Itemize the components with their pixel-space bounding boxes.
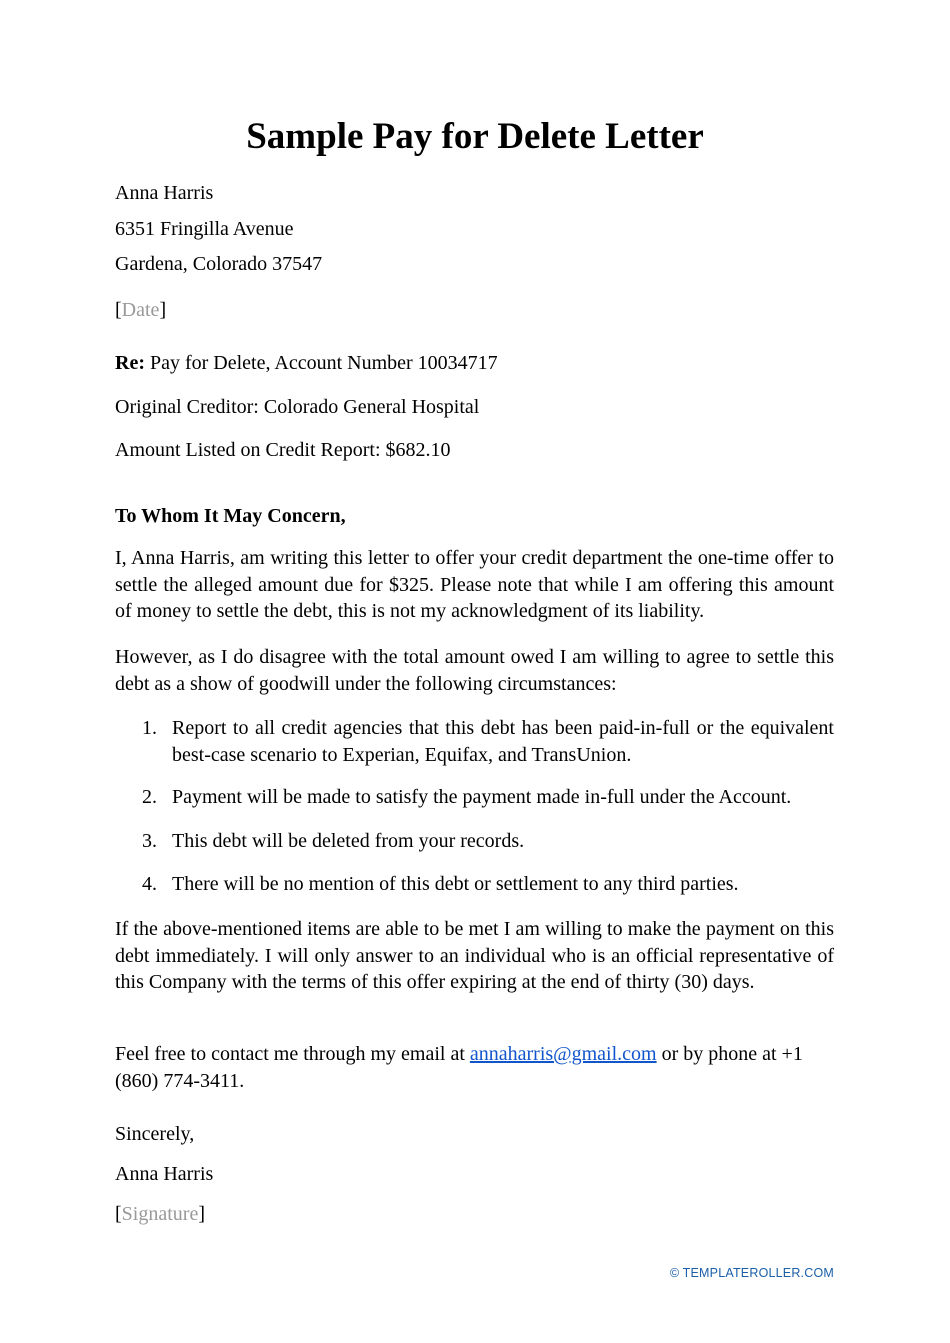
signature-bracket-open: [: [115, 1203, 122, 1225]
contact-text-before: Feel free to contact me through my email at: [115, 1043, 470, 1065]
signature-placeholder-text: Signature: [121, 1203, 199, 1225]
salutation: To Whom It May Concern,: [115, 505, 346, 527]
condition-3-number: 3.: [142, 830, 157, 852]
date-placeholder-text: Date: [121, 299, 160, 321]
signature-bracket-close: ]: [198, 1203, 205, 1225]
sender-street: 6351 Fringilla Avenue: [115, 218, 294, 240]
date-bracket-close: ]: [159, 299, 167, 321]
signer-name: Anna Harris: [115, 1163, 214, 1185]
sender-city-line: Gardena, Colorado 37547: [115, 253, 323, 275]
condition-3-text: This debt will be deleted from your records.: [172, 830, 525, 852]
paragraph-terms: If the above-mentioned items are able to be met I am willing to make the payment on this debt immediately. I will only answer to an individual who is an official representative of this Company with the terms of this offer expiring at the end of thirty (30) days.: [115, 918, 834, 993]
date-bracket-open: [: [115, 299, 122, 321]
closing: Sincerely,: [115, 1123, 195, 1145]
condition-4-number: 4.: [142, 873, 157, 895]
contact-text-after: or by phone at +1 (860) 774-3411.: [115, 1043, 803, 1092]
signature-placeholder: [115, 1201, 205, 1227]
condition-1-text: Report to all credit agencies that this debt has been paid-in-full or the equivalent best-case scenario to Experian, Equifax, and TransUnion.: [172, 717, 834, 766]
amount-listed: Amount Listed on Credit Report: $682.10: [115, 439, 451, 461]
footer-copyright[interactable]: © TEMPLATEROLLER.COM: [669, 1266, 834, 1280]
condition-1-number: 1.: [142, 717, 157, 739]
sender-name: Anna Harris: [115, 182, 214, 204]
paragraph-contact: [115, 1041, 834, 1094]
email-link[interactable]: annaharris@gmail.com: [469, 1043, 657, 1065]
paragraph-offer: I, Anna Harris, am writing this letter to offer your credit department the one-time offer to settle the alleged amount due for $325. Please note that while I am offering this amount of money to settle the debt, this is not my acknowledgment of its liability.: [115, 547, 834, 622]
original-creditor: Original Creditor: Colorado General Hospital: [115, 396, 480, 418]
paragraph-circumstances: However, as I do disagree with the total amount owed I am willing to agree to settle this debt as a show of goodwill under the following circumstances:: [115, 646, 834, 695]
re-label: Re:: [115, 352, 145, 374]
document-title: Sample Pay for Delete Letter: [246, 116, 704, 157]
condition-2-text: Payment will be made to satisfy the payment made in-full under the Account.: [172, 786, 792, 808]
condition-2-number: 2.: [142, 786, 157, 808]
condition-4-text: There will be no mention of this debt or settlement to any third parties.: [172, 873, 739, 895]
reference-line: [115, 350, 498, 376]
date-placeholder: [115, 297, 166, 323]
re-text: Pay for Delete, Account Number 10034717: [144, 352, 498, 374]
